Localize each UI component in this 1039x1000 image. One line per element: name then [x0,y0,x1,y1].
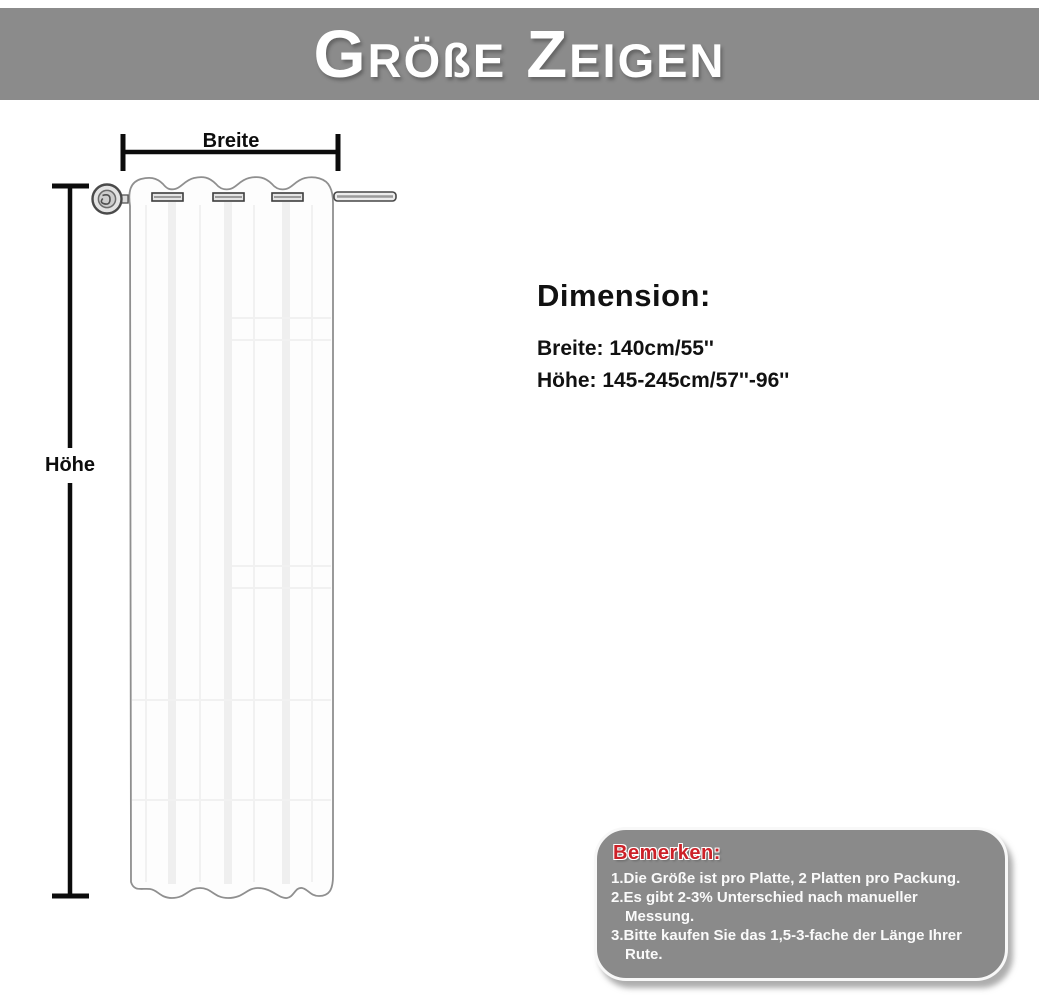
note-item-3-line-2: Rute. [625,946,663,963]
title-word-2 [526,16,726,92]
rod-finial [93,185,129,214]
note-item-3-line-1: 3.Bitte kaufen Sie das 1,5-3-fache der Länge Ihrer [611,927,962,944]
curtain-rod-right [334,192,396,201]
note-item-1-line-1: 1.Die Größe ist pro Platte, 2 Platten pro Packung. [611,870,961,887]
note-item-2-line-2: Messung. [625,908,695,925]
height-spec: Höhe: 145-245cm/57''-96'' [537,369,790,392]
height-dimension-line [52,184,89,898]
title-word-2-initial: Z [526,16,570,92]
note-item-2-line-1: 2.Es gibt 2-3% Unterschied nach manueller [611,889,918,906]
notes-box [594,827,1008,981]
width-spec: Breite: 140cm/55'' [537,337,714,360]
curtain-diagram [0,0,450,960]
dimension-info [537,280,789,402]
title-word-1-rest: RÖßE [367,33,507,87]
height-dimension-label: Höhe [45,454,95,476]
title-word-1-initial: G [313,16,368,92]
notes-title: Bemerken: [613,842,721,864]
note-item-2 [611,888,997,926]
title-word-2-rest: EIGEN [569,33,726,87]
note-item-3 [611,926,997,964]
curtain-rod-segments [152,193,303,201]
width-dimension-label: Breite [202,130,260,152]
dimension-heading: Dimension: [537,278,711,313]
note-item-1 [611,869,997,888]
